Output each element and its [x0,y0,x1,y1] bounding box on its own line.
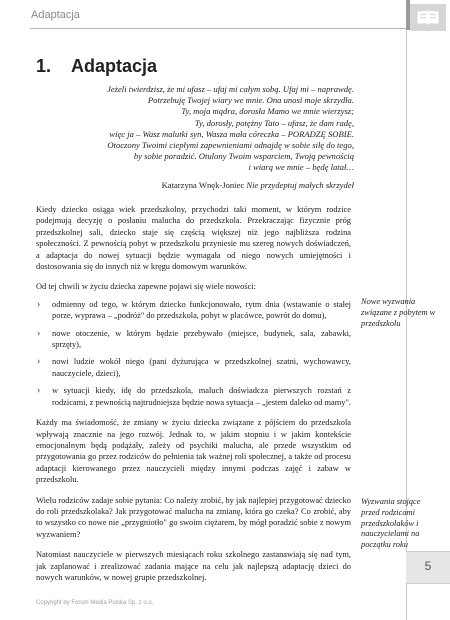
list-item [36,385,351,408]
chevron-bullet-icon: › [37,356,41,368]
epigraph-line: więc ja – Wasz malutki syn, Wasza mała córeczka – PORADZĘ SOBIE. [109,128,354,139]
book-icon-box [410,4,446,31]
chevron-bullet-icon: › [37,327,41,339]
running-title: Adaptacja [31,9,80,21]
paragraph: Natomiast nauczyciele w pierwszych miesiącach roku szkolnego zastanawiają się nad tym, jak zaplanować i zrealizować zadania mające na celu jak najlepszą adaptację dzieci do nowych warunków, w nowej grupie przedszkolnej. [36,550,351,582]
epigraph-line: by sobie poradzić. Otulony Twoim wsparciem, Twoją pewnością [133,151,354,162]
epigraph-line: Jeżeli twierdzisz, że mi ufasz – ufaj mi całym sobą. Ufaj mi – naprawdę. [107,84,354,94]
chapter-heading [36,56,157,77]
chapter-title: Adaptacja [71,56,158,76]
list-item-text: odmienny od tego, w którym dziecko funkcjonowało, rytm dnia (wstawanie o stałej porze, wyprawa – „podróż" do przedszkola, pobyt w placówce, powrót do domu), [52,299,351,321]
epigraph-line: Ty, dorosły, potężny Tato – ufasz, że dam radę, [194,117,354,128]
copyright-footer: Copyright by Forum Media Polska Sp. z o.o. [36,600,154,606]
page-number-tab [406,551,450,584]
side-note: Nowe wyzwania związane z pobytem w przedszkolu [361,297,436,328]
list-item [36,299,351,322]
paragraph: Od tej chwili w życiu dziecka zapewne pojawi się wiele nowości: [36,282,256,292]
chapter-number: 1. [36,56,52,76]
epigraph-line: Potrzebuję Twojej wiary we mnie. Ona unosi moje skrzydła. [147,95,354,106]
list-item [36,328,351,351]
epigraph-attribution [40,180,354,190]
paragraph: Każdy ma świadomość, że zmiany w życiu dziecka związane z pójściem do przedszkola wpływają znacznie na jego rozwój. Jednak to, w jakim stopniu i w jakim kontekście emocjonalnym będą podążały, zależy od psychiki malucha, ale przede wszystkim od przygotowania go przez rodziców do pełnienia tak ważnej roli społecznej, a także od procesu adaptacji kierowanego przez nauczycieli między innymi podczas zajęć i zabaw w przedszkolu. [36,418,351,485]
epigraph-line: Otoczony Twoimi ciepłymi zapewnieniami odnajdę w sobie siłę do tego, [107,140,354,151]
epigraph-author: Katarzyna Wnęk-Joniec [161,180,245,190]
chevron-bullet-icon: › [37,385,41,397]
side-note: Wyzwania stojące przed rodzicami przedszkolaków i nauczycielami na początku roku [361,497,421,550]
list-item [36,356,351,379]
open-book-icon [417,10,439,25]
epigraph-line: i wiarą we mnie – będę latał… [248,162,354,173]
epigraph [40,84,354,174]
list-item-text: nowi ludzie wokół niego (pani dyżurująca w przedszkolnej szatni, wychowawcy, nauczyciele, dzieci), [52,357,351,378]
page-header [0,0,450,34]
list-item-text: w sytuacji kiedy, idę do przedszkola, maluch doświadcza pierwszych rozstań z rodzicami, z pewnością najtrudniejsza będzie nowa sytuacja – „jestem daleko od mamy". [52,386,351,407]
chevron-bullet-icon: › [37,298,41,310]
body-text [36,204,351,592]
paragraph: Wielu rodziców zadaje sobie pytania: Co należy zrobić, by jak najlepiej przygotować dziecko do roli przedszkolaka? Jak przygotować malucha na zmianę, która go czeka? Co zrobić, aby to wszystko co nowe nie „przygniotło" go swoim ciężarem, by mógł poradzić sobie z nowym wyzwaniem? [36,495,351,539]
paragraph: Kiedy dziecko osiąga wiek przedszkolny, przychodzi taki moment, w którym rodzice podejmują decyzję o posłaniu malucha do przedszkola. Przekraczając fizycznie próg przedszkolnej sali, dziecko staje się częścią większej niż jego najbliższa rodzina społeczności. Z pewnością pobyt w przedszkolu przyniesie mu szereg nowych doświadczeń, a adaptacja do nowej sytuacji będzie wymagała od niego nowych umiejętności i dostosowania się do innych niż w kręgu domowym warunków. [36,205,351,272]
epigraph-source: Nie przydeptuj małych skrzydeł [246,180,354,190]
epigraph-line: Ty, moja mądra, dorosła Mamo we mnie wierzysz; [181,106,354,117]
header-rule [30,28,406,29]
list-item-text: nowe otoczenie, w którym będzie przebywało (miejsce, budynek, sala, zabawki, sprzęty), [52,328,351,350]
page-number: 5 [424,559,432,573]
novelty-list [36,299,351,408]
